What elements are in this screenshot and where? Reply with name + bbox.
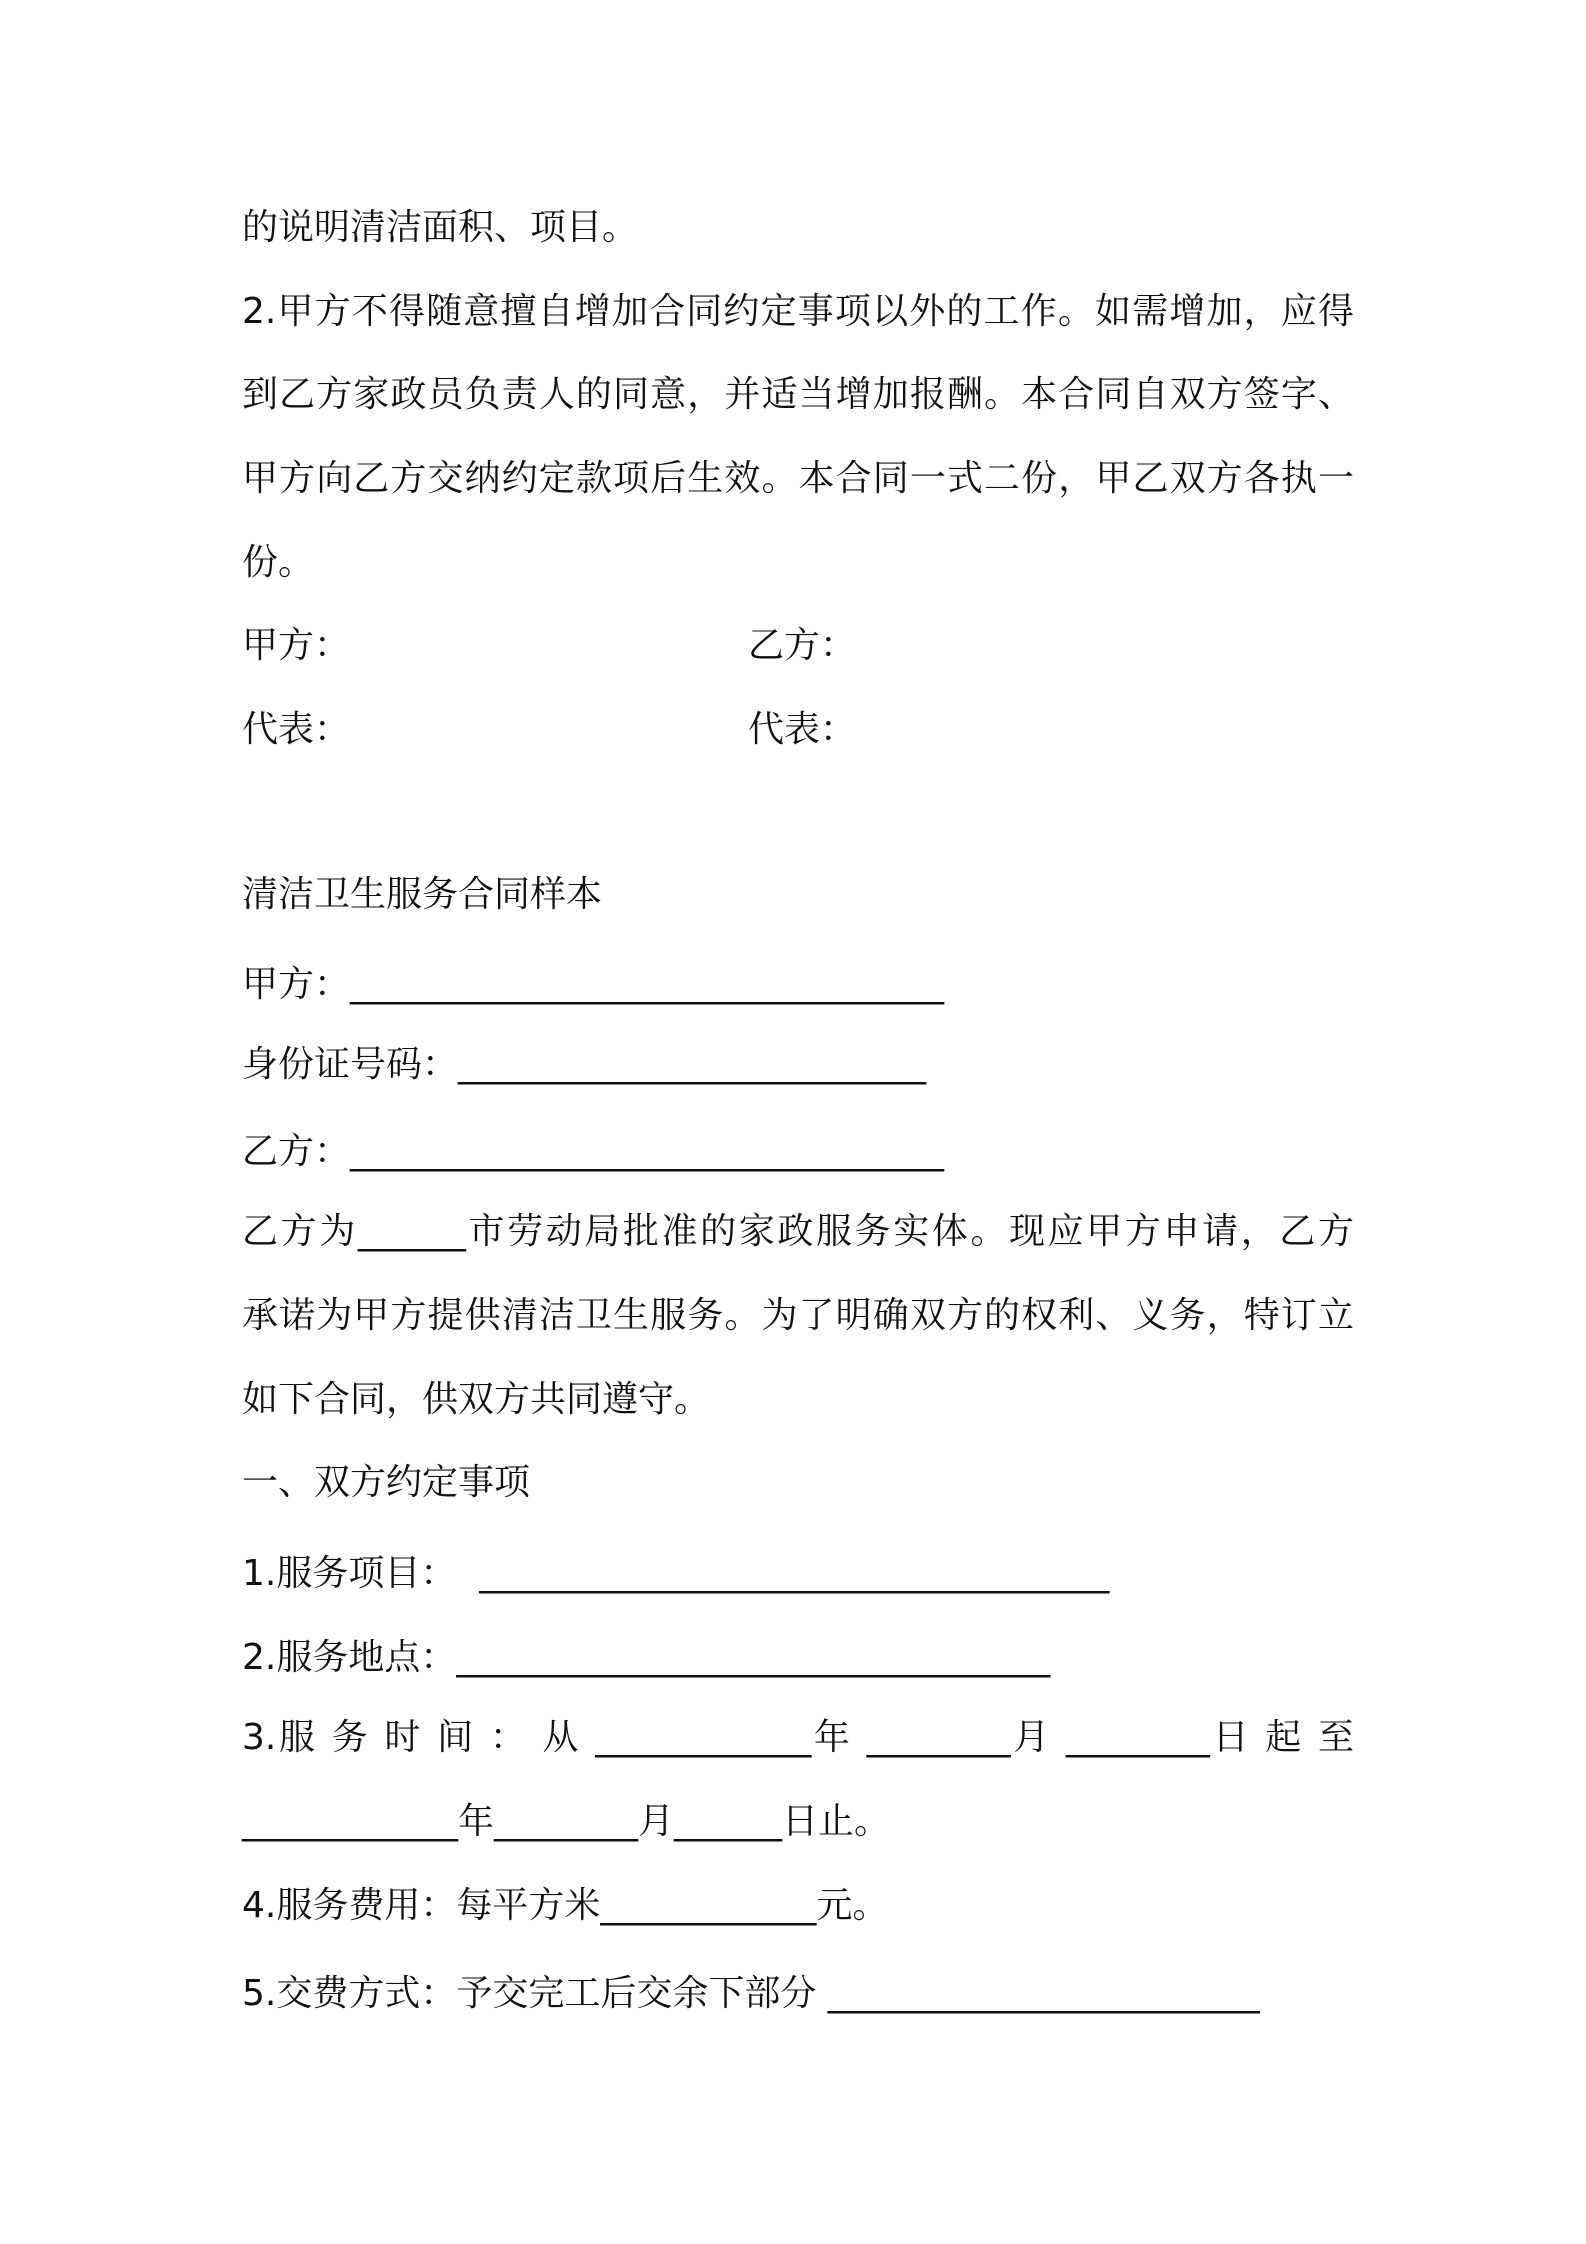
- text-line-4: 甲方向乙方交纳约定款项后生效。本合同一式二份，甲乙双方各执一: [242, 458, 1354, 499]
- party-b-field: 乙方：_________________________________: [242, 1131, 945, 1172]
- intro-line-3: 如下合同，供双方共同遵守。: [242, 1379, 711, 1420]
- item-service-fee: 4.服务费用：每平方米____________元。: [242, 1885, 889, 1926]
- item-service-time-1: 3.服 务 时 间 ： 从 ____________年 ________月 ________日 起 至: [242, 1717, 1354, 1758]
- id-number-field: 身份证号码：__________________________: [242, 1044, 927, 1085]
- item-service-location: 2.服务地点：_________________________________: [242, 1637, 1051, 1678]
- signature-rep-a: 代表：: [242, 709, 351, 750]
- party-a-field: 甲方：_________________________________: [242, 964, 945, 1005]
- intro-line-1: 乙方为______市劳动局批准的家政服务实体。现应甲方申请，乙方: [242, 1211, 1354, 1252]
- item-service-project: 1.服务项目： ___________________________________: [242, 1553, 1110, 1594]
- item-payment-method: 5.交费方式：予交完工后交余下部分 ________________________: [242, 1973, 1260, 2014]
- contract-title: 清洁卫生服务合同样本: [242, 874, 603, 915]
- text-line-2: 2.甲方不得随意擅自增加合同约定事项以外的工作。如需增加，应得: [242, 291, 1354, 332]
- signature-party-b: 乙方：: [748, 625, 857, 666]
- text-line-5: 份。: [242, 542, 315, 583]
- section-heading: 一、双方约定事项: [242, 1462, 531, 1503]
- intro-line-2: 承诺为甲方提供清洁卫生服务。为了明确双方的权利、义务，特订立: [242, 1295, 1354, 1336]
- text-line-3: 到乙方家政员负责人的同意，并适当增加报酬。本合同自双方签字、: [242, 374, 1354, 415]
- item-service-time-2: ____________年________月______日止。: [242, 1801, 891, 1842]
- signature-rep-b: 代表：: [748, 709, 857, 750]
- text-line-1: 的说明清洁面积、项目。: [242, 207, 639, 248]
- signature-party-a: 甲方：: [242, 625, 351, 666]
